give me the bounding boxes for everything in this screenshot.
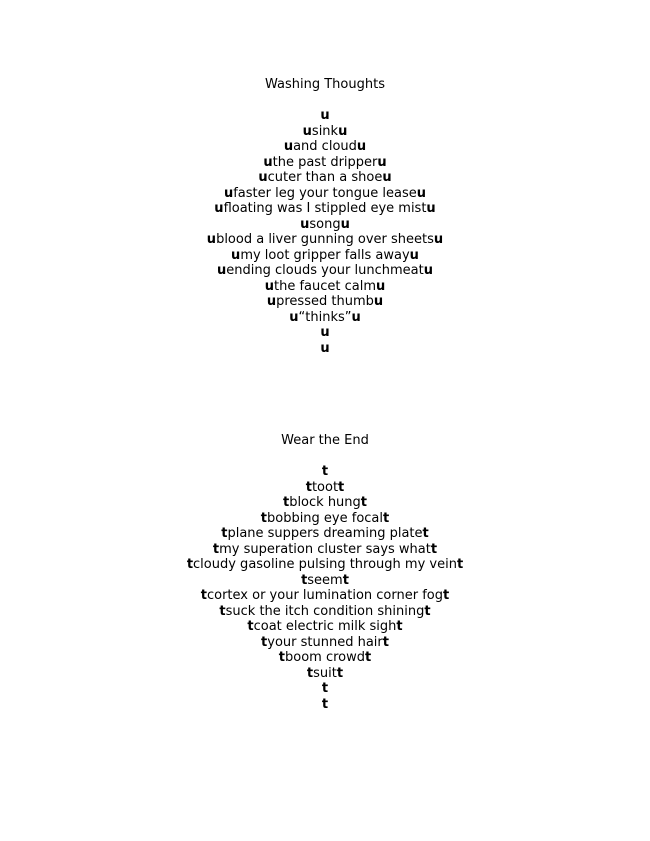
poem-lines	[0, 108, 650, 356]
line-marker: t	[278, 650, 285, 665]
line-marker: t	[221, 526, 228, 541]
line-marker: u	[302, 123, 312, 139]
line-marker: u	[283, 139, 294, 154]
line-marker: u	[351, 309, 361, 325]
line-text: song	[309, 216, 341, 232]
line-text: cloudy gasoline pulsing through my vein	[193, 557, 457, 572]
poem-line	[0, 124, 650, 140]
poem-line	[0, 666, 650, 682]
line-marker: t	[212, 541, 220, 557]
line-marker: t	[305, 479, 312, 495]
poem-line	[0, 139, 650, 155]
line-marker: u	[373, 294, 384, 309]
line-text: your stunned hair	[267, 634, 383, 650]
poem-line	[0, 217, 650, 233]
line-text: seem	[307, 572, 343, 588]
line-text: and cloud	[293, 139, 357, 154]
poem-line	[0, 495, 650, 511]
poem-line	[0, 557, 650, 573]
poem-line	[0, 573, 650, 589]
line-marker: t	[430, 541, 438, 557]
line-marker: t	[336, 665, 344, 681]
line-marker: t	[365, 650, 372, 665]
line-text: coat electric milk sigh	[253, 619, 397, 634]
line-marker: u	[231, 247, 241, 263]
poem-line	[0, 542, 650, 558]
poem-line	[0, 464, 650, 480]
poem-line	[0, 681, 650, 697]
poem-line	[0, 697, 650, 713]
line-marker: t	[321, 696, 329, 712]
line-marker: t	[306, 665, 314, 681]
line-marker: u	[426, 201, 436, 216]
line-marker: u	[340, 216, 350, 232]
poem-line	[0, 248, 650, 264]
poem-line	[0, 341, 650, 357]
poem-line	[0, 170, 650, 186]
line-text: suit	[313, 665, 337, 681]
poem-line	[0, 619, 650, 635]
poem-washing-thoughts	[0, 77, 650, 356]
line-marker: u	[356, 139, 367, 154]
line-marker: u	[377, 154, 387, 170]
line-text: floating was I stippled eye mist	[223, 201, 427, 216]
line-text: cuter than a shoe	[267, 170, 383, 185]
line-marker: t	[200, 588, 207, 603]
line-marker: u	[266, 294, 277, 309]
poem-line	[0, 310, 650, 326]
line-marker: u	[338, 123, 348, 139]
line-marker: u	[416, 185, 427, 201]
line-marker: u	[376, 278, 386, 294]
poem-line	[0, 108, 650, 124]
line-marker: u	[289, 309, 299, 325]
line-marker: t	[443, 588, 450, 603]
line-marker: t	[382, 634, 389, 650]
line-text: my superation cluster says what	[219, 541, 431, 557]
line-marker: u	[300, 216, 310, 232]
line-text: faster leg your tongue lease	[233, 185, 417, 201]
line-text: ending clouds your lunchmeat	[226, 263, 424, 278]
line-text: my loot gripper falls away	[240, 247, 410, 263]
line-text: bobbing eye focal	[266, 510, 384, 526]
line-marker: u	[214, 201, 224, 216]
line-text: pressed thumb	[276, 294, 374, 309]
line-text: sink	[311, 123, 339, 139]
line-marker: u	[320, 108, 330, 123]
poem-line	[0, 263, 650, 279]
spacer	[0, 449, 650, 465]
poem-line	[0, 186, 650, 202]
line-marker: t	[301, 572, 308, 588]
poem-line	[0, 604, 650, 620]
line-marker: u	[320, 340, 330, 356]
line-marker: t	[219, 603, 226, 619]
line-marker: u	[263, 154, 273, 170]
line-marker: t	[424, 603, 431, 619]
poem-wear-the-end	[0, 433, 650, 712]
poem-line	[0, 294, 650, 310]
poem-lines	[0, 464, 650, 712]
poem-line	[0, 155, 650, 171]
line-marker: t	[360, 495, 368, 510]
line-text: block hung	[289, 495, 361, 510]
line-marker: t	[282, 495, 290, 510]
line-marker: t	[338, 479, 345, 495]
line-marker: t	[422, 526, 429, 541]
line-marker: u	[223, 185, 234, 201]
line-marker: u	[206, 232, 217, 247]
line-marker: u	[433, 232, 444, 247]
line-marker: u	[409, 247, 419, 263]
line-text: suck the itch condition shining	[225, 603, 425, 619]
poem-title: Washing Thoughts	[265, 77, 385, 92]
line-marker: u	[382, 170, 392, 185]
poem-line	[0, 635, 650, 651]
poem-line	[0, 232, 650, 248]
line-text: blood a liver gunning over sheets	[216, 232, 434, 247]
line-marker: t	[260, 510, 267, 526]
line-text: toot	[311, 479, 339, 495]
line-marker: u	[258, 170, 268, 185]
poem-line	[0, 201, 650, 217]
poem-line	[0, 480, 650, 496]
poem-title: Wear the End	[281, 433, 369, 448]
line-text: boom crowd	[285, 650, 365, 665]
line-marker: t	[342, 572, 349, 588]
line-text: cortex or your lumination corner fog	[206, 588, 443, 603]
line-text: the past dripper	[272, 154, 378, 170]
poem-line	[0, 588, 650, 604]
line-text: “thinks”	[298, 309, 352, 325]
poem-line	[0, 279, 650, 295]
line-marker: u	[423, 263, 433, 278]
line-marker: t	[321, 681, 329, 696]
line-marker: t	[186, 557, 194, 572]
line-marker: t	[396, 619, 403, 634]
poem-line	[0, 511, 650, 527]
spacer	[0, 93, 650, 109]
poem-line	[0, 526, 650, 542]
line-marker: u	[217, 263, 227, 278]
line-marker: t	[261, 634, 268, 650]
line-text: the faucet calm	[273, 278, 376, 294]
line-marker: t	[321, 464, 329, 479]
poem-line	[0, 650, 650, 666]
line-marker: t	[247, 619, 254, 634]
line-marker: t	[456, 557, 464, 572]
line-marker: t	[383, 510, 390, 526]
line-text: plane suppers dreaming plate	[227, 526, 423, 541]
poem-line	[0, 325, 650, 341]
line-marker: u	[264, 278, 274, 294]
line-marker: u	[320, 325, 330, 340]
